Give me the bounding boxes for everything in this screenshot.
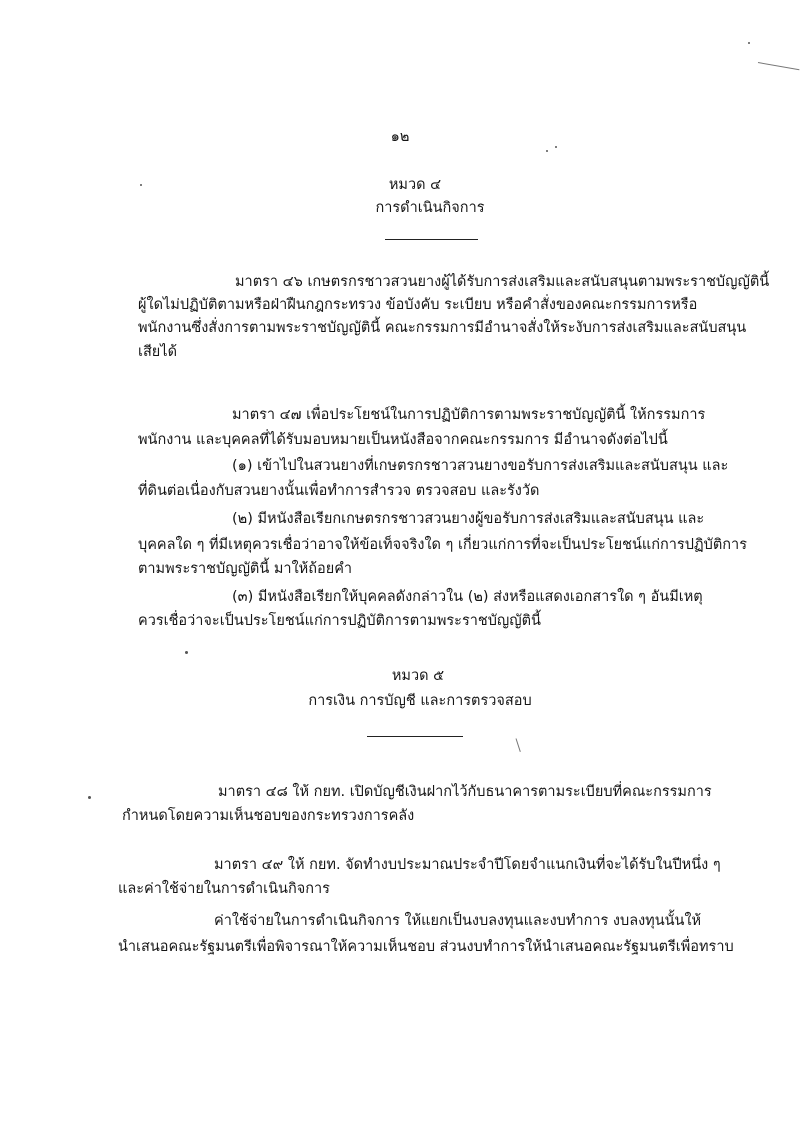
- section-paragraph-line: และค่าใช้จ่ายในการดำเนินกิจการ: [118, 881, 330, 897]
- section-paragraph-line: บุคคลใด ๆ ที่มีเหตุควรเชื่อว่าอาจให้ข้อเท็จจริงใด ๆ เกี่ยวแก่การที่จะเป็นประโยชน์แก่การปฏิบัติการ: [138, 537, 747, 553]
- section-paragraph-line: (๑) เข้าไปในสวนยางที่เกษตรกรชาวสวนยางขอรับการส่งเสริมและสนับสนุน และ: [232, 458, 729, 474]
- scan-mark: [516, 738, 521, 752]
- chapter-title: การเงิน การบัญชี และการตรวจสอบ: [308, 693, 532, 709]
- chapter-divider: [385, 239, 478, 240]
- section-paragraph-line: ค่าใช้จ่ายในการดำเนินกิจการ ให้แยกเป็นงบลงทุนและงบทำการ งบลงทุนนั้นให้: [214, 913, 702, 929]
- section-paragraph-line: มาตรา ๔๗ เพื่อประโยชน์ในการปฏิบัติการตามพระราชบัญญัตินี้ ให้กรรมการ: [232, 407, 706, 423]
- section-paragraph-line: พนักงานซึ่งสั่งการตามพระราชบัญญัตินี้ คณะกรรมการมีอำนาจสั่งให้ระงับการส่งเสริมและสนับสนุน: [138, 320, 747, 336]
- section-paragraph-line: ที่ดินต่อเนื่องกับสวนยางนั้นเพื่อทำการสำรวจ ตรวจสอบ และรังวัด: [138, 483, 540, 499]
- chapter-heading: หมวด ๔: [388, 177, 442, 193]
- section-paragraph-line: (๒) มีหนังสือเรียกเกษตรกรชาวสวนยางผู้ขอรับการส่งเสริมและสนับสนุน และ: [232, 511, 705, 527]
- section-paragraph-line: นำเสนอคณะรัฐมนตรีเพื่อพิจารณาให้ความเห็นชอบ ส่วนงบทำการให้นำเสนอคณะรัฐมนตรีเพื่อทราบ: [118, 939, 734, 955]
- scan-speck: [546, 150, 548, 152]
- scan-speck: [88, 796, 91, 799]
- scan-speck: [748, 42, 750, 44]
- section-paragraph-line: พนักงาน และบุคคลที่ได้รับมอบหมายเป็นหนังสือจากคณะกรรมการ มีอำนาจดังต่อไปนี้: [138, 432, 668, 448]
- section-paragraph-line: เสียได้: [138, 344, 178, 360]
- scan-mark: [758, 62, 800, 70]
- section-paragraph-line: (๓) มีหนังสือเรียกให้บุคคลดังกล่าวใน (๒) ส่งหรือแสดงเอกสารใด ๆ อันมีเหตุ: [232, 589, 703, 605]
- scan-speck: [185, 651, 188, 654]
- section-paragraph-line: กำหนดโดยความเห็นชอบของกระทรวงการคลัง: [122, 808, 415, 824]
- chapter-divider: [367, 736, 463, 737]
- section-paragraph-line: ผู้ใดไม่ปฏิบัติตามหรือฝ่าฝืนกฎกระทรวง ข้อบังคับ ระเบียบ หรือคำสั่งของคณะกรรมการหรือ: [138, 297, 698, 313]
- page-number: ๑๒: [390, 129, 410, 145]
- chapter-title: การดำเนินกิจการ: [375, 200, 485, 216]
- section-paragraph-line: ควรเชื่อว่าจะเป็นประโยชน์แก่การปฏิบัติการตามพระราชบัญญัตินี้: [138, 613, 541, 629]
- section-paragraph-line: มาตรา ๔๙ ให้ กยท. จัดทำงบประมาณประจำปีโดยจำแนกเงินที่จะได้รับในปีหนึ่ง ๆ: [214, 857, 721, 873]
- section-paragraph-line: ตามพระราชบัญญัตินี้ มาให้ถ้อยคำ: [138, 561, 353, 577]
- chapter-heading: หมวด ๕: [391, 668, 445, 684]
- section-paragraph-line: มาตรา ๔๘ ให้ กยท. เปิดบัญชีเงินฝากไว้กับธนาคารตามระเบียบที่คณะกรรมการ: [218, 784, 712, 800]
- section-paragraph-line: มาตรา ๔๖ เกษตรกรชาวสวนยางผู้ได้รับการส่งเสริมและสนับสนุนตามพระราชบัญญัตินี้: [235, 274, 770, 290]
